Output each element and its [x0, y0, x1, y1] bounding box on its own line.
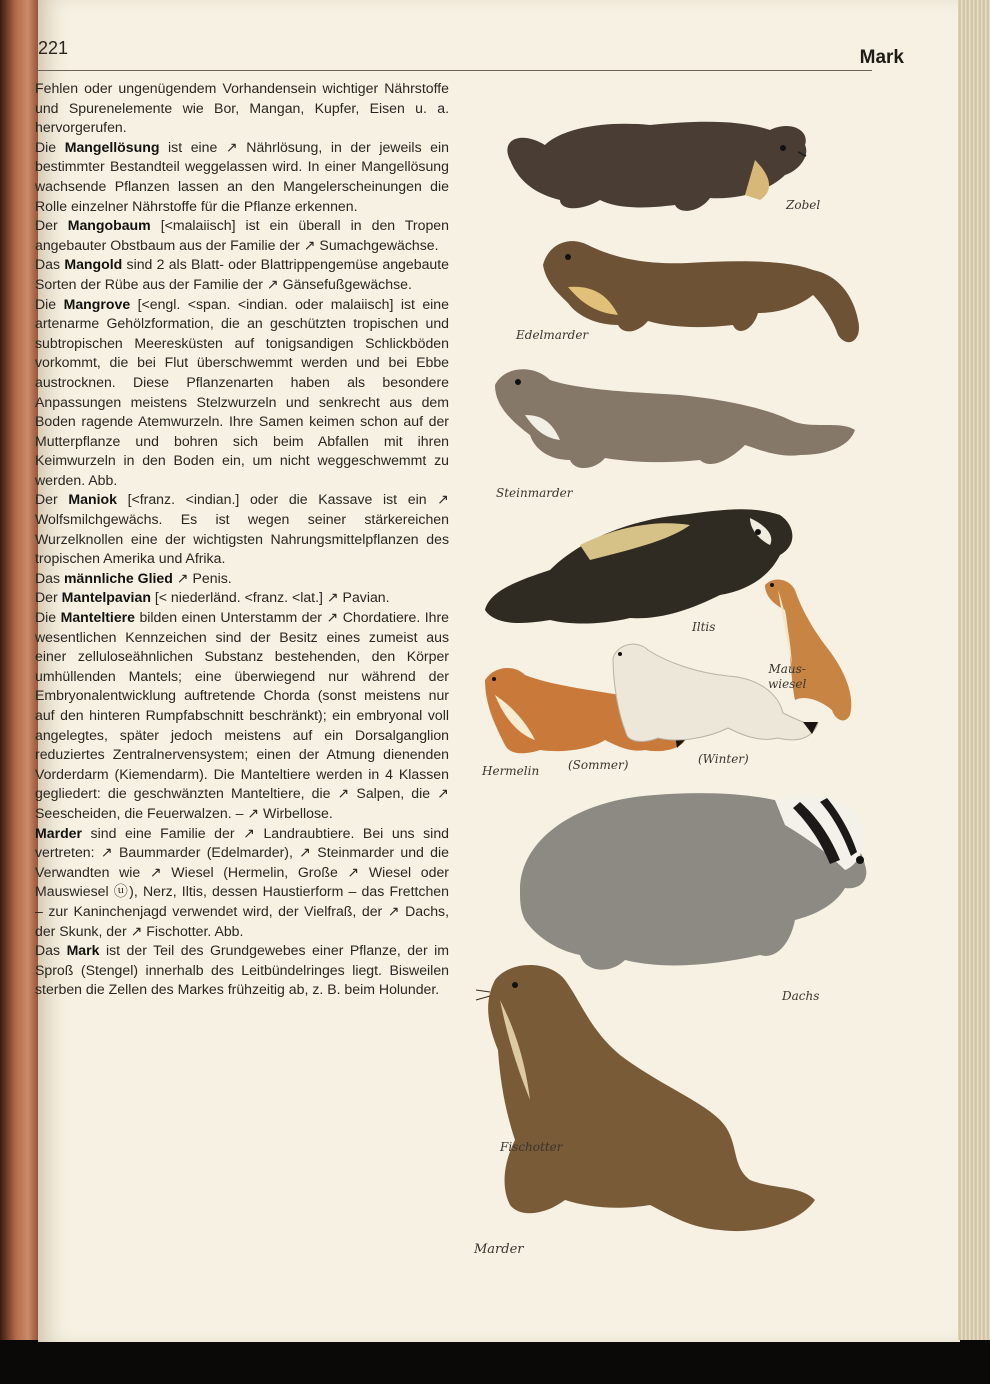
entry-marder: Marder sind eine Familie der ↗ Landraubtiere. Bei uns sind vertreten: ↗ Baummarder (Edelmarder), ↗ Steinmarder und die Verwandten wie ↗ Wiesel (Hermelin, Große ↗ Wiesel oder Mauswiesel ⓤ), Nerz, Iltis, dessen Haustierform – das Frettchen – zur Kaninchenjagd verwendet wird, der Vielfraß, der ↗ Dachs, der Skunk, der ↗ Fischotter. Abb. — [35, 824, 449, 939]
page-number: 221 — [38, 38, 69, 58]
zobel-illustration — [500, 100, 820, 220]
fischotter-illustration — [470, 960, 820, 1250]
caption-zobel: Zobel — [786, 198, 821, 212]
entry-mangold: Das Mangold sind 2 als Blatt- oder Blattrippengemüse angebaute Sorten der Rübe aus der Familie der ↗ Gänsefußgewächse. — [35, 256, 449, 292]
page-edges — [958, 0, 990, 1340]
book-spine — [0, 0, 40, 1340]
entry-maennliche-glied: Das männliche Glied ↗ Penis. — [35, 569, 232, 586]
caption-sommer: (Sommer) — [568, 758, 629, 772]
caption-mauswiesel: Maus- wiesel — [768, 662, 807, 691]
header-rule — [36, 70, 872, 71]
caption-steinmarder: Steinmarder — [496, 486, 573, 500]
steinmarder-illustration — [490, 360, 860, 490]
entry-continuation: Fehlen oder ungenügendem Vorhandensein wichtiger Nährstoffe und Spurenelemente wie Bor, Mangan, Kupfer, Eisen u. a. hervorgerufen. — [35, 80, 449, 136]
entry-maniok: Der Maniok [<franz. <indian.] oder die Kassave ist ein ↗ Wolfsmilchgewächs. Es ist wegen seiner stärkereichen Wurzelknollen eine der wichtigsten Nahrungsmittelpflanzen des tropischen Amerika und Afrika. — [35, 491, 449, 567]
caption-iltis: Iltis — [692, 620, 716, 634]
entry-mangelloesung: Die Mangellösung ist eine ↗ Nährlösung, in der jeweils ein bestimmter Bestandteil weggelassen wird. In einer Mangellösung wachsende Pflanzen lassen an den Mangelerscheinungen die Rolle einzelner Nährstoffe für die Pflanze erkennen. — [35, 138, 449, 214]
caption-winter: (Winter) — [698, 752, 749, 766]
dachs-illustration — [515, 780, 875, 980]
iltis-illustration — [480, 500, 800, 630]
entry-mangrove: Die Mangrove [<engl. <span. <indian. oder malaiisch] ist eine artenarme Gehölzformation, die an geschützten tropischen und subtropischen Meeresküsten auf tonigsandigen Schlickböden vorkommt, die bei Flut überschwemmt werden und bei Ebbe austrocknen. Diese Pflanzenarten haben als besondere Anpassungen meistens Stelzwurzeln und senkrecht aus dem Boden ragende Atemwurzeln. Ihre Samen keimen schon auf der Mutterpflanze und bohren sich beim Abfallen mit ihren Keimwurzeln in den Boden ein, um nicht weggeschwemmt zu werden. Abb. — [35, 295, 449, 488]
text-column — [35, 79, 449, 1000]
entry-mangobaum: Der Mangobaum [<malaiisch] ist ein überall in den Tropen angebauter Obstbaum aus der Familie der ↗ Sumachgewächse. — [35, 217, 449, 253]
entry-manteltiere: Die Manteltiere bilden einen Unterstamm der ↗ Chordatiere. Ihre wesentlichen Kennzeichen sind der Besitz eines zumeist aus einer zelluloseähnlichen Substanz bestehenden, den Körper umhüllenden Mantels; eine überwiegend nur während der Embryonalentwicklung auftretende Chorda (sonst meistens nur auf den hinteren Rumpfabschnitt beschränkt); ein embryonal voll angelegtes, später jedoch meistens auf ein Dorsalganglion reduziertes Zentralnervensystem; einen der Atmung dienenden Vorderdarm (Kiemendarm). Die Manteltiere werden in 4 Klassen gegliedert: die geschwänzten Manteltiere, die ↗ Salpen, die ↗ Seescheiden, die Feuerwalzen. – ↗ Wirbellose. — [35, 609, 449, 821]
hermelin-winter-illustration — [608, 638, 823, 753]
caption-hermelin: Hermelin — [482, 764, 540, 778]
caption-fischotter: Fischotter — [500, 1140, 563, 1154]
caption-edelmarder: Edelmarder — [516, 328, 589, 342]
entry-mantelpavian: Der Mantelpavian [< niederländ. <franz. <lat.] ↗ Pavian. — [35, 589, 390, 606]
edelmarder-illustration — [538, 225, 878, 355]
marder-illustration-plate — [460, 90, 880, 1270]
entry-mark: Das Mark ist der Teil des Grundgewebes einer Pflanze, der im Sproß (Stengel) innerhalb des Leitbündelringes liegt. Bisweilen sterben die Zellen des Markes frühzeitig ab, z. B. beim Holunder. — [35, 942, 450, 998]
caption-dachs: Dachs — [782, 989, 820, 1003]
plate-title: Marder — [474, 1242, 524, 1257]
running-head: Mark — [859, 47, 904, 68]
